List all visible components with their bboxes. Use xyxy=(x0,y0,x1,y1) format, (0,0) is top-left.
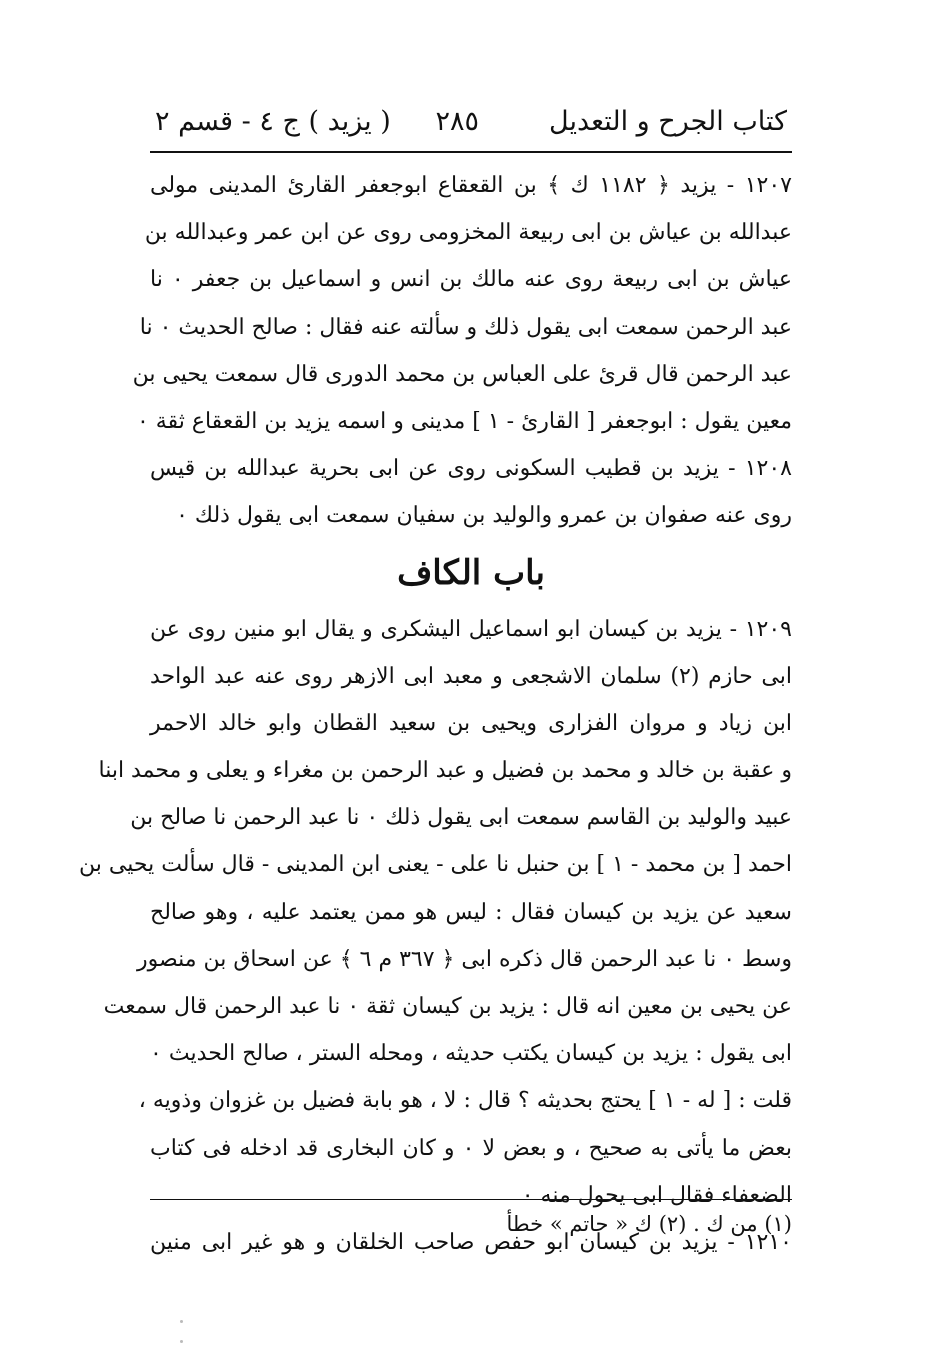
text-line: وسط ٠ نا عبد الرحمن قال ذكره ابى ﴿ ٣٦٧ م ٦ ﴾ عن اسحاق بن منصور xyxy=(137,946,792,972)
text-line: و عقبة بن خالد و محمد بن فضيل و عبد الرحمن بن مغراء و يعلى و محمد ابنا xyxy=(98,758,792,784)
body-text xyxy=(79,162,792,1266)
header-rule xyxy=(150,151,792,153)
text-line: عياش بن ابى ربيعة روى عنه مالك بن انس و اسماعيل بن جعفر ٠ نا xyxy=(150,267,792,293)
text-line: عبيد والوليد بن القاسم سمعت ابى يقول ذلك ٠ نا عبد الرحمن نا صالح بن xyxy=(130,805,792,831)
text-line: ابن زياد و مروان الفزارى ويحيى بن سعيد القطان وابو خالد الاحمر xyxy=(150,710,792,736)
text-line: الضعفاء فقال ابى يحول منه ٠ xyxy=(521,1182,792,1208)
page-number: ٢٨٥ xyxy=(435,106,479,137)
section-heading: باب الكاف xyxy=(397,552,545,593)
text-line: روى عنه صفوان بن عمرو والوليد بن سفيان سمعت ابى يقول ذلك ٠ xyxy=(176,503,792,529)
text-line: ١٢٠٨ - يزيد بن قطيب السكونى روى عن ابى بحرية عبدالله بن قيس xyxy=(150,456,792,482)
text-line: ١٢١٠ - يزيد بن كيسان ابو حفص صاحب الخلقان و هو غير ابى منين xyxy=(150,1229,792,1255)
book-title: كتاب الجرح و التعديل xyxy=(549,106,787,137)
text-line: معين يقول : ابوجعفر [ القارئ - ١ ] مدينى و اسمه يزيد بن القعقاع ثقة ٠ xyxy=(136,408,792,434)
scan-speck xyxy=(180,1340,183,1343)
running-head xyxy=(155,100,787,144)
scan-speck xyxy=(180,1320,183,1323)
text-line: عبد الرحمن قال قرئ على العباس بن محمد الدورى قال سمعت يحيى بن xyxy=(132,361,792,387)
text-line: ١٢٠٩ - يزيد بن كيسان ابو اسماعيل اليشكرى و يقال ابو منين روى عن xyxy=(150,616,792,642)
footnote-rule xyxy=(150,1199,792,1200)
text-line: عبدالله بن عياش بن ابى ربيعة المخزومى روى عن ابن عمر وعبدالله بن xyxy=(144,220,792,246)
text-line: بعض ما يأتى به صحيح ، و بعض لا ٠ و كان البخارى قد ادخله فى كتاب xyxy=(150,1135,792,1161)
text-line: ابى حازم (٢) سلمان الاشجعى و معبد ابى الازهر روى عنه عبد الواحد xyxy=(150,663,792,689)
text-line: قلت : [ له - ١ ] يحتج بحديثه ؟ قال : لا ، هو بابة فضيل بن غزوان وذويه ، xyxy=(138,1088,792,1114)
text-line: سعيد عن يزيد بن كيسان فقال : ليس هو ممن يعتمد عليه ، وهو صالح xyxy=(150,899,792,925)
text-line: عن يحيى بن معين انه قال : يزيد بن كيسان ثقة ٠ نا عبد الرحمن قال سمعت xyxy=(103,994,792,1019)
text-line: احمد [ بن محمد - ١ ] بن حنبل نا على - يعنى ابن المدينى - قال سألت يحيى بن xyxy=(79,852,792,878)
text-line: ابى يقول : يزيد بن كيسان يكتب حديثه ، ومحله الستر ، صالح الحديث ٠ xyxy=(150,1041,792,1067)
text-line: عبد الرحمن سمعت ابى يقول ذلك و سألته عنه فقال : صالح الحديث ٠ نا xyxy=(139,314,792,340)
text-line: ١٢٠٧ - يزيد ﴿ ١١٨٢ ك ﴾ بن القعقاع ابوجعفر القارئ المدينى مولى xyxy=(150,173,792,198)
footnotes: (١) من ك . (٢) ك « حاتم » خطأ xyxy=(506,1212,792,1236)
volume-info: ( يزيد ) ج ٤ - قسم ٢ xyxy=(155,106,391,137)
